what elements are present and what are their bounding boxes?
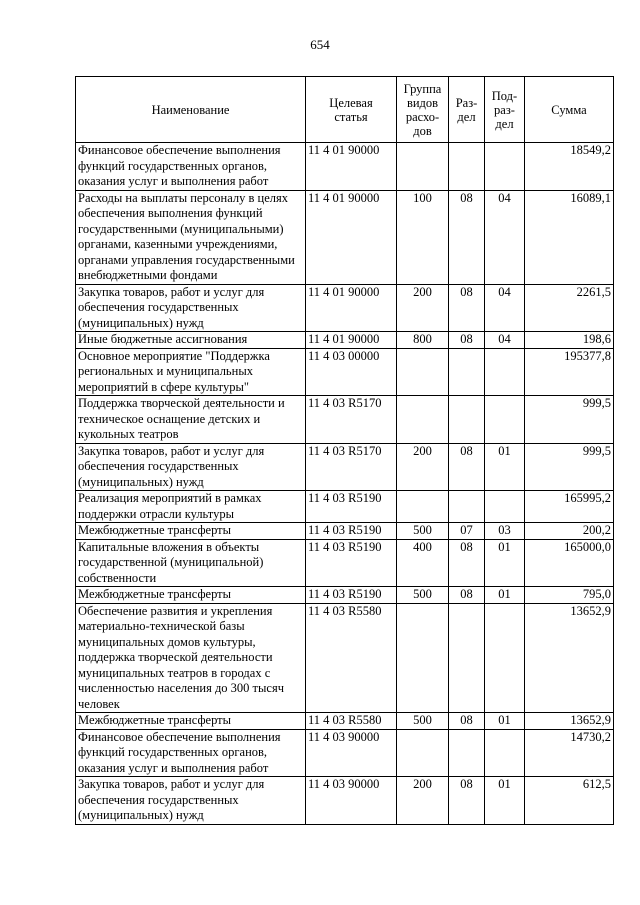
row-target-article-cell: 11 4 01 90000: [306, 332, 397, 349]
row-section-cell: [449, 348, 485, 396]
row-sum-cell: 165000,0: [525, 539, 614, 587]
header-name: Наименование: [76, 77, 306, 143]
row-section-cell: 08: [449, 539, 485, 587]
row-subsection-cell: 01: [485, 587, 525, 604]
header-sum: Сумма: [525, 77, 614, 143]
row-subsection-cell: [485, 491, 525, 523]
row-expense-group-cell: [397, 729, 449, 777]
row-sum-cell: 18549,2: [525, 143, 614, 191]
row-expense-group-cell: [397, 603, 449, 713]
row-name-cell: Поддержка творческой деятельности и техническое оснащение детских и кукольных театров: [76, 396, 306, 444]
row-section-cell: 08: [449, 587, 485, 604]
row-expense-group-cell: 200: [397, 443, 449, 491]
table-row: [76, 603, 614, 713]
row-name-cell: Основное мероприятие "Поддержка региональных и муниципальных мероприятий в сфере культуры": [76, 348, 306, 396]
row-sum-cell: 2261,5: [525, 284, 614, 332]
row-target-article-cell: 11 4 03 90000: [306, 777, 397, 825]
row-expense-group-cell: 200: [397, 284, 449, 332]
row-name-cell: Расходы на выплаты персоналу в целях обеспечения выполнения функций государственными (муниципальными) органами, казенными учреждениями, органами управления государственными внебюджетными фондами: [76, 190, 306, 284]
row-section-cell: [449, 491, 485, 523]
row-target-article-cell: 11 4 03 90000: [306, 729, 397, 777]
row-sum-cell: 612,5: [525, 777, 614, 825]
row-target-article-cell: 11 4 03 R5190: [306, 523, 397, 540]
row-subsection-cell: 03: [485, 523, 525, 540]
row-subsection-cell: 04: [485, 190, 525, 284]
row-target-article-cell: 11 4 03 00000: [306, 348, 397, 396]
table-row: [76, 777, 614, 825]
row-name-cell: Закупка товаров, работ и услуг для обеспечения государственных (муниципальных) нужд: [76, 777, 306, 825]
row-sum-cell: 13652,9: [525, 603, 614, 713]
row-name-cell: Межбюджетные трансферты: [76, 523, 306, 540]
row-name-cell: Финансовое обеспечение выполнения функций государственных органов, оказания услуг и выполнения работ: [76, 729, 306, 777]
row-target-article-cell: 11 4 03 R5580: [306, 713, 397, 730]
row-target-article-cell: 11 4 03 R5580: [306, 603, 397, 713]
table-row: [76, 332, 614, 349]
row-section-cell: [449, 603, 485, 713]
row-subsection-cell: 01: [485, 443, 525, 491]
row-target-article-cell: 11 4 03 R5170: [306, 396, 397, 444]
table-row: [76, 348, 614, 396]
row-expense-group-cell: [397, 143, 449, 191]
row-expense-group-cell: 400: [397, 539, 449, 587]
row-target-article-cell: 11 4 03 R5170: [306, 443, 397, 491]
row-name-cell: Межбюджетные трансферты: [76, 713, 306, 730]
row-name-cell: Реализация мероприятий в рамках поддержки отрасли культуры: [76, 491, 306, 523]
row-subsection-cell: 01: [485, 777, 525, 825]
row-sum-cell: 14730,2: [525, 729, 614, 777]
row-sum-cell: 195377,8: [525, 348, 614, 396]
row-expense-group-cell: 100: [397, 190, 449, 284]
row-expense-group-cell: 800: [397, 332, 449, 349]
row-section-cell: 08: [449, 190, 485, 284]
row-subsection-cell: [485, 143, 525, 191]
row-sum-cell: 999,5: [525, 443, 614, 491]
row-section-cell: [449, 396, 485, 444]
row-section-cell: [449, 143, 485, 191]
row-subsection-cell: 01: [485, 539, 525, 587]
row-subsection-cell: [485, 396, 525, 444]
row-target-article-cell: 11 4 01 90000: [306, 190, 397, 284]
row-expense-group-cell: 500: [397, 523, 449, 540]
table-row: [76, 143, 614, 191]
row-section-cell: 08: [449, 713, 485, 730]
row-section-cell: 08: [449, 777, 485, 825]
row-name-cell: Закупка товаров, работ и услуг для обеспечения государственных (муниципальных) нужд: [76, 443, 306, 491]
row-subsection-cell: 01: [485, 713, 525, 730]
row-name-cell: Закупка товаров, работ и услуг для обеспечения государственных (муниципальных) нужд: [76, 284, 306, 332]
table-row: [76, 539, 614, 587]
row-target-article-cell: 11 4 01 90000: [306, 284, 397, 332]
row-subsection-cell: [485, 729, 525, 777]
table-row: [76, 284, 614, 332]
header-expense-group: Группа видов расхо- дов: [397, 77, 449, 143]
row-expense-group-cell: 500: [397, 587, 449, 604]
row-sum-cell: 16089,1: [525, 190, 614, 284]
row-subsection-cell: [485, 603, 525, 713]
page-number: 654: [310, 37, 330, 52]
row-name-cell: Финансовое обеспечение выполнения функций государственных органов, оказания услуг и выполнения работ: [76, 143, 306, 191]
row-subsection-cell: 04: [485, 284, 525, 332]
row-name-cell: Межбюджетные трансферты: [76, 587, 306, 604]
row-name-cell: Иные бюджетные ассигнования: [76, 332, 306, 349]
table-row: [76, 587, 614, 604]
table-row: [76, 729, 614, 777]
row-section-cell: 08: [449, 332, 485, 349]
table-row: [76, 523, 614, 540]
row-sum-cell: 13652,9: [525, 713, 614, 730]
header-subsection: Под- раз- дел: [485, 77, 525, 143]
row-sum-cell: 165995,2: [525, 491, 614, 523]
row-section-cell: 07: [449, 523, 485, 540]
table-row: [76, 491, 614, 523]
row-target-article-cell: 11 4 03 R5190: [306, 491, 397, 523]
row-sum-cell: 999,5: [525, 396, 614, 444]
header-section: Раз- дел: [449, 77, 485, 143]
row-subsection-cell: [485, 348, 525, 396]
row-section-cell: 08: [449, 284, 485, 332]
row-sum-cell: 198,6: [525, 332, 614, 349]
row-target-article-cell: 11 4 01 90000: [306, 143, 397, 191]
row-expense-group-cell: 500: [397, 713, 449, 730]
table-row: [76, 190, 614, 284]
row-target-article-cell: 11 4 03 R5190: [306, 539, 397, 587]
table-row: [76, 713, 614, 730]
row-name-cell: Обеспечение развития и укрепления материально-технической базы муниципальных домов культуры, поддержка творческой деятельности муниципальных театров в городах с численностью населения до 300 тысяч человек: [76, 603, 306, 713]
row-sum-cell: 200,2: [525, 523, 614, 540]
row-section-cell: [449, 729, 485, 777]
row-expense-group-cell: [397, 396, 449, 444]
row-expense-group-cell: [397, 491, 449, 523]
table-row: [76, 396, 614, 444]
row-name-cell: Капитальные вложения в объекты государственной (муниципальной) собственности: [76, 539, 306, 587]
row-section-cell: 08: [449, 443, 485, 491]
row-target-article-cell: 11 4 03 R5190: [306, 587, 397, 604]
row-subsection-cell: 04: [485, 332, 525, 349]
row-expense-group-cell: [397, 348, 449, 396]
row-expense-group-cell: 200: [397, 777, 449, 825]
row-sum-cell: 795,0: [525, 587, 614, 604]
table-header-row: [76, 77, 614, 143]
table-row: [76, 443, 614, 491]
budget-table: [75, 76, 614, 825]
header-target-article: Целевая статья: [306, 77, 397, 143]
